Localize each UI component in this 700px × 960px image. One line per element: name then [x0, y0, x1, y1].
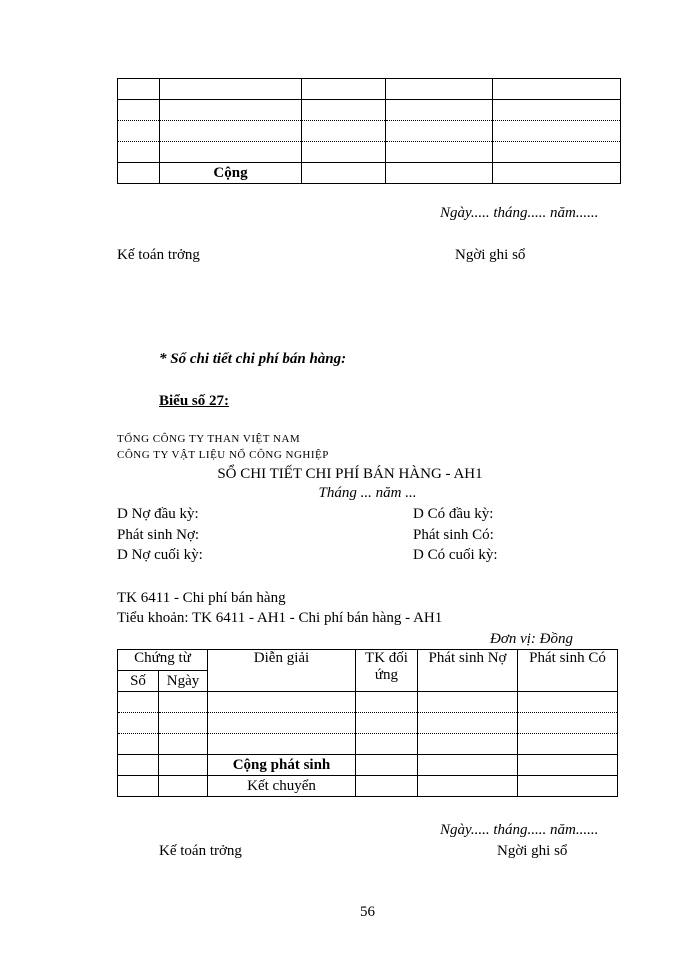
table-header-row: [118, 650, 618, 671]
table-row: [118, 713, 618, 734]
carry-forward-label: Kết chuyển: [208, 776, 356, 797]
account-line: TK 6411 - Chi phí bán hàng: [117, 590, 286, 606]
closing-credit: D Có cuối kỳ:: [413, 547, 498, 563]
ledger-title: SỔ CHI TIẾT CHI PHÍ BÁN HÀNG - AH1: [217, 466, 483, 482]
table-row: [118, 142, 621, 163]
table-row: [118, 79, 621, 100]
debit-incurred: Phát sinh Nợ:: [117, 527, 200, 543]
recorder-label-bottom: Ngời ghi sổ: [497, 843, 568, 859]
credit-incurred: Phát sinh Có:: [413, 527, 494, 543]
opening-credit: D Có đầu kỳ:: [413, 506, 494, 522]
date-header: Ngày: [159, 671, 208, 692]
form-number: Biểu số 27:: [159, 393, 230, 409]
number-header: Số: [118, 671, 159, 692]
credit-header: Phát sinh Có: [518, 650, 618, 692]
ledger-period: Tháng ... năm ...: [318, 485, 417, 501]
sub-account-line: Tiểu khoản: TK 6411 - AH1 - Chi phí bán hàng - AH1: [117, 610, 443, 626]
table-row: [118, 100, 621, 121]
total-incurred-label: Cộng phát sinh: [208, 755, 356, 776]
section-heading: * Sổ chi tiết chi phí bán hàng:: [159, 351, 347, 367]
chief-accountant-label: Kế toán trởng: [117, 247, 200, 263]
top-ledger-table: [117, 78, 621, 184]
table-row: [118, 734, 618, 755]
closing-debit: D Nợ cuối kỳ:: [117, 547, 203, 563]
table-row-carry: [118, 776, 618, 797]
unit-label: Đơn vị: Đồng: [490, 631, 573, 647]
table-row: [118, 121, 621, 142]
recorder-label: Ngời ghi sổ: [455, 247, 526, 263]
total-label: Cộng: [160, 163, 302, 184]
page-number: 56: [360, 904, 375, 920]
ledger-table: [117, 649, 618, 797]
table-row: [118, 692, 618, 713]
parent-company: TỔNG CÔNG TY THAN VIỆT NAM: [117, 433, 301, 445]
date-line-bottom: Ngày..... tháng..... năm......: [440, 822, 599, 838]
opening-debit: D Nợ đầu kỳ:: [117, 506, 199, 522]
date-line: Ngày..... tháng..... năm......: [440, 205, 599, 221]
table-row-total: [118, 163, 621, 184]
table-row-total: [118, 755, 618, 776]
company-name: CÔNG TY VẬT LIỆU NỔ CÔNG NGHIỆP: [117, 449, 329, 461]
chief-accountant-label-bottom: Kế toán trởng: [159, 843, 242, 859]
description-header: Diễn giải: [208, 650, 356, 692]
debit-header: Phát sinh Nợ: [418, 650, 518, 692]
voucher-header: Chứng từ: [118, 650, 208, 671]
counter-account-header: TK đối ứng: [356, 650, 418, 692]
